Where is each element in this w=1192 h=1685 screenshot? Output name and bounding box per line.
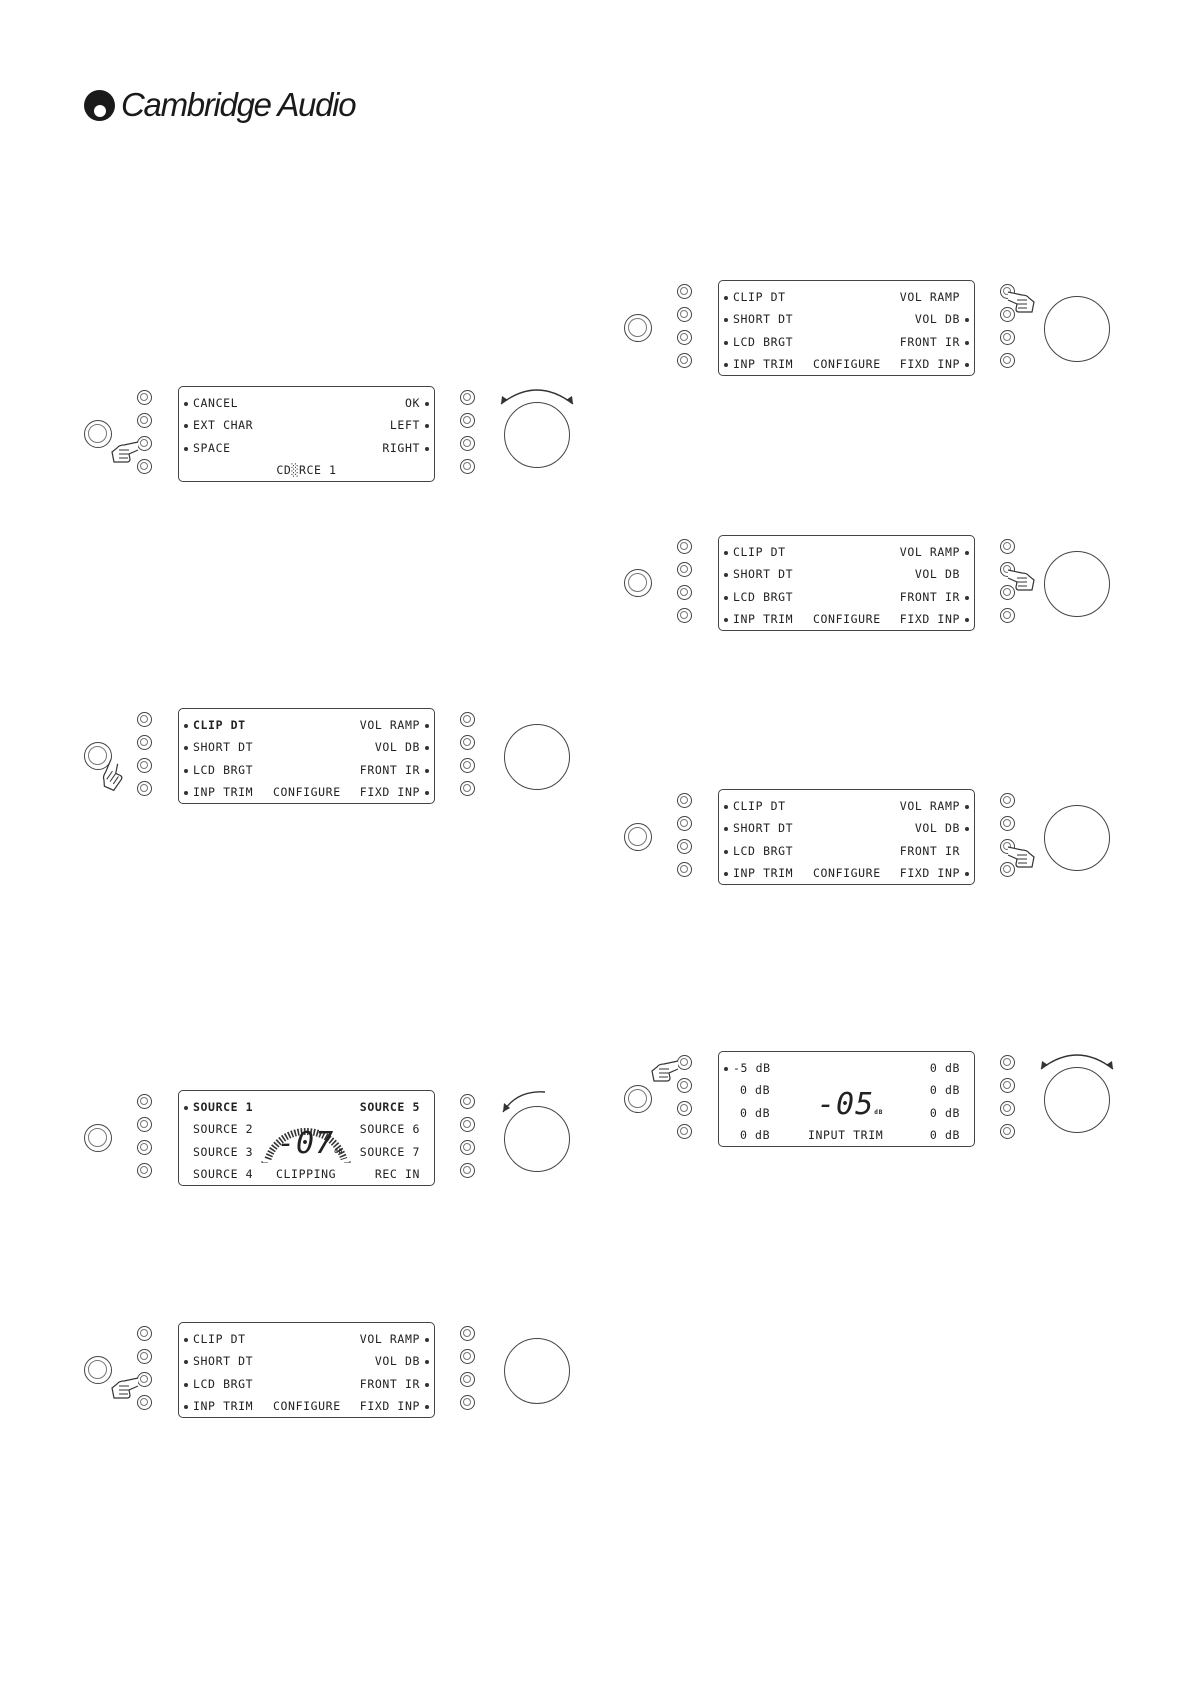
lcd-label: FRONT IR (900, 590, 969, 605)
lcd-right-button-1[interactable] (460, 1094, 475, 1109)
lcd-right-button-3[interactable] (1000, 330, 1015, 345)
lcd-right-button-3[interactable] (1000, 1101, 1015, 1116)
brand-logo-icon (84, 90, 115, 121)
lcd-label: VOL DB (914, 567, 960, 581)
lcd-right-button-1[interactable] (460, 1326, 475, 1341)
lcd-label: CLIP DT (184, 1332, 246, 1347)
lcd-label: VOL DB (915, 821, 969, 836)
lcd-label: 0 dB (929, 1061, 960, 1075)
lcd-display (718, 280, 975, 376)
lcd-label: OK (405, 396, 429, 411)
panel-configure-front-ir (624, 789, 1108, 891)
volume-unit: dB (334, 1148, 344, 1155)
lcd-title: CONFIGURE (273, 1399, 341, 1413)
lcd-left-button-1[interactable] (677, 539, 692, 554)
rotation-arrow-icon (1035, 1045, 1119, 1075)
lcd-left-button-2[interactable] (137, 1349, 152, 1364)
lcd-title: CONFIGURE (273, 785, 341, 799)
lcd-title: INPUT TRIM (808, 1128, 884, 1142)
trim-unit: dB (874, 1109, 884, 1116)
panel-rename-source (84, 386, 568, 488)
trim-value: -05 (817, 1087, 875, 1122)
standby-button[interactable] (624, 569, 652, 597)
lcd-label: VOL DB (375, 1354, 429, 1369)
lcd-title: CONFIGURE (813, 866, 881, 880)
lcd-label: INP TRIM (184, 1399, 253, 1414)
lcd-display (178, 1090, 435, 1186)
lcd-right-button-2[interactable] (1000, 1078, 1015, 1093)
lcd-label: REC IN (374, 1167, 420, 1181)
lcd-right-button-3[interactable] (460, 758, 475, 773)
lcd-right-button-4[interactable] (1000, 353, 1015, 368)
lcd-left-button-2[interactable] (677, 816, 692, 831)
lcd-label: EXT CHAR (184, 418, 253, 433)
lcd-label: SHORT DT (184, 740, 253, 755)
brand-logo (84, 86, 355, 124)
lcd-right-button-1[interactable] (1000, 1055, 1015, 1070)
lcd-left-button-4[interactable] (137, 1163, 152, 1178)
lcd-right-button-4[interactable] (460, 781, 475, 796)
rotation-arrow-icon (495, 380, 579, 410)
lcd-label: SOURCE 6 (359, 1122, 420, 1136)
lcd-label: SHORT DT (724, 821, 793, 836)
lcd-label: SOURCE 2 (193, 1122, 254, 1136)
lcd-label: LEFT (390, 418, 429, 433)
lcd-display (178, 1322, 435, 1418)
lcd-label: VOL RAMP (360, 718, 429, 733)
lcd-label: FIXD INP (900, 612, 969, 627)
lcd-label: LCD BRGT (724, 335, 793, 350)
lcd-title: CD░RCE 1 (276, 463, 337, 477)
panel-source-volume (84, 1090, 568, 1192)
lcd-title: CLIPPING (276, 1167, 337, 1181)
pressing-hand-icon (110, 1374, 140, 1400)
lcd-label: SOURCE 4 (193, 1167, 254, 1181)
lcd-left-button-4[interactable] (677, 1124, 692, 1139)
lcd-label: CLIP DT (724, 545, 786, 560)
lcd-left-button-3[interactable] (677, 330, 692, 345)
lcd-label: SOURCE 3 (193, 1145, 254, 1159)
lcd-left-button-4[interactable] (677, 862, 692, 877)
pressing-hand-icon (1006, 566, 1036, 592)
rotary-knob-icon[interactable] (504, 1338, 570, 1404)
lcd-label: FIXD INP (900, 357, 969, 372)
lcd-left-button-2[interactable] (137, 413, 152, 428)
lcd-label: FIXD INP (900, 866, 969, 881)
lcd-left-button-2[interactable] (677, 307, 692, 322)
standby-button[interactable] (84, 1356, 112, 1384)
lcd-left-button-2[interactable] (677, 562, 692, 577)
panel-configure-menu (84, 708, 568, 810)
lcd-right-button-3[interactable] (460, 1372, 475, 1387)
lcd-display (718, 789, 975, 885)
panel-configure-vol-ramp (624, 280, 1108, 382)
panel-input-trim (624, 1051, 1108, 1153)
lcd-right-button-1[interactable] (460, 712, 475, 727)
lcd-left-button-3[interactable] (137, 1140, 152, 1155)
lcd-label: INP TRIM (724, 866, 793, 881)
rotary-knob-icon[interactable] (1044, 805, 1110, 871)
lcd-right-button-4[interactable] (460, 1395, 475, 1410)
lcd-label: 0 dB (929, 1083, 960, 1097)
lcd-left-button-3[interactable] (677, 1101, 692, 1116)
lcd-right-button-3[interactable] (460, 436, 475, 451)
lcd-left-button-3[interactable] (677, 839, 692, 854)
lcd-label: VOL RAMP (360, 1332, 429, 1347)
lcd-label: SHORT DT (724, 567, 793, 582)
lcd-label: INP TRIM (724, 357, 793, 372)
rotary-knob-icon[interactable] (1044, 551, 1110, 617)
lcd-right-button-4[interactable] (460, 1163, 475, 1178)
lcd-label: FIXD INP (360, 785, 429, 800)
lcd-right-button-1[interactable] (1000, 793, 1015, 808)
lcd-left-button-1[interactable] (677, 793, 692, 808)
lcd-label: VOL RAMP (899, 290, 960, 304)
lcd-left-button-4[interactable] (677, 608, 692, 623)
lcd-label: LCD BRGT (184, 1377, 253, 1392)
lcd-label: SOURCE 1 (184, 1100, 253, 1115)
lcd-title: CONFIGURE (813, 357, 881, 371)
lcd-display (718, 1051, 975, 1147)
lcd-label: 0 dB (740, 1083, 771, 1097)
panel-configure-vol-db (624, 535, 1108, 637)
standby-button[interactable] (624, 1085, 652, 1113)
lcd-label: 0 dB (740, 1128, 771, 1142)
lcd-label: LCD BRGT (184, 763, 253, 778)
lcd-left-button-1[interactable] (137, 1326, 152, 1341)
lcd-left-button-3[interactable] (137, 758, 152, 773)
lcd-label: SOURCE 5 (359, 1100, 420, 1114)
rotary-knob-icon[interactable] (504, 402, 570, 468)
pressing-hand-icon (110, 438, 140, 464)
lcd-right-button-2[interactable] (460, 1349, 475, 1364)
lcd-left-button-4[interactable] (137, 781, 152, 796)
lcd-label: CLIP DT (724, 799, 786, 814)
lcd-right-button-4[interactable] (460, 459, 475, 474)
lcd-right-button-1[interactable] (460, 390, 475, 405)
lcd-label: FRONT IR (900, 335, 969, 350)
lcd-display (718, 535, 975, 631)
lcd-label: CLIP DT (184, 718, 246, 733)
lcd-left-button-2[interactable] (137, 1117, 152, 1132)
lcd-label: INP TRIM (184, 785, 253, 800)
rotary-knob-icon[interactable] (504, 724, 570, 790)
rotary-knob-icon[interactable] (1044, 1067, 1110, 1133)
lcd-label: FRONT IR (360, 1377, 429, 1392)
lcd-label: VOL RAMP (900, 545, 969, 560)
lcd-label: SHORT DT (184, 1354, 253, 1369)
lcd-left-button-4[interactable] (677, 353, 692, 368)
lcd-label: VOL DB (915, 312, 969, 327)
rotary-knob-icon[interactable] (1044, 296, 1110, 362)
lcd-right-button-2[interactable] (1000, 816, 1015, 831)
lcd-label: LCD BRGT (724, 844, 793, 859)
lcd-label: FIXD INP (360, 1399, 429, 1414)
lcd-label: CANCEL (184, 396, 238, 411)
lcd-right-button-3[interactable] (460, 1140, 475, 1155)
lcd-label: FRONT IR (360, 763, 429, 778)
standby-button[interactable] (624, 823, 652, 851)
lcd-label: INP TRIM (724, 612, 793, 627)
lcd-label: RIGHT (382, 441, 429, 456)
lcd-display (178, 386, 435, 482)
lcd-right-button-1[interactable] (1000, 539, 1015, 554)
panel-configure-lcd-brgt (84, 1322, 568, 1424)
pressing-hand-icon (1006, 288, 1036, 314)
lcd-left-button-1[interactable] (137, 1094, 152, 1109)
lcd-left-button-1[interactable] (677, 284, 692, 299)
lcd-label: FRONT IR (899, 844, 960, 858)
lcd-right-button-4[interactable] (1000, 1124, 1015, 1139)
pressing-hand-icon (1006, 843, 1036, 869)
lcd-display (178, 708, 435, 804)
lcd-label: VOL RAMP (900, 799, 969, 814)
lcd-left-button-1[interactable] (137, 712, 152, 727)
standby-button[interactable] (624, 314, 652, 342)
lcd-left-button-3[interactable] (677, 585, 692, 600)
brand-name: Cambridge Audio (121, 86, 356, 123)
lcd-label: SHORT DT (724, 312, 793, 327)
lcd-right-button-2[interactable] (460, 735, 475, 750)
lcd-label: LCD BRGT (724, 590, 793, 605)
lcd-label: -5 dB (724, 1061, 771, 1076)
rotation-arrow-icon (499, 1086, 549, 1116)
lcd-left-button-2[interactable] (137, 735, 152, 750)
lcd-label: 0 dB (929, 1128, 960, 1142)
lcd-right-button-2[interactable] (460, 413, 475, 428)
lcd-label: SOURCE 7 (359, 1145, 420, 1159)
lcd-label: CLIP DT (724, 290, 786, 305)
lcd-label: VOL DB (375, 740, 429, 755)
standby-button[interactable] (84, 1124, 112, 1152)
lcd-label: 0 dB (929, 1106, 960, 1120)
lcd-label: 0 dB (740, 1106, 771, 1120)
lcd-right-button-2[interactable] (460, 1117, 475, 1132)
pressing-hand-icon (650, 1057, 680, 1083)
standby-button[interactable] (84, 420, 112, 448)
lcd-right-button-4[interactable] (1000, 608, 1015, 623)
volume-value: -07 (277, 1126, 335, 1161)
lcd-title: CONFIGURE (813, 612, 881, 626)
lcd-label: SPACE (184, 441, 231, 456)
lcd-left-button-1[interactable] (137, 390, 152, 405)
